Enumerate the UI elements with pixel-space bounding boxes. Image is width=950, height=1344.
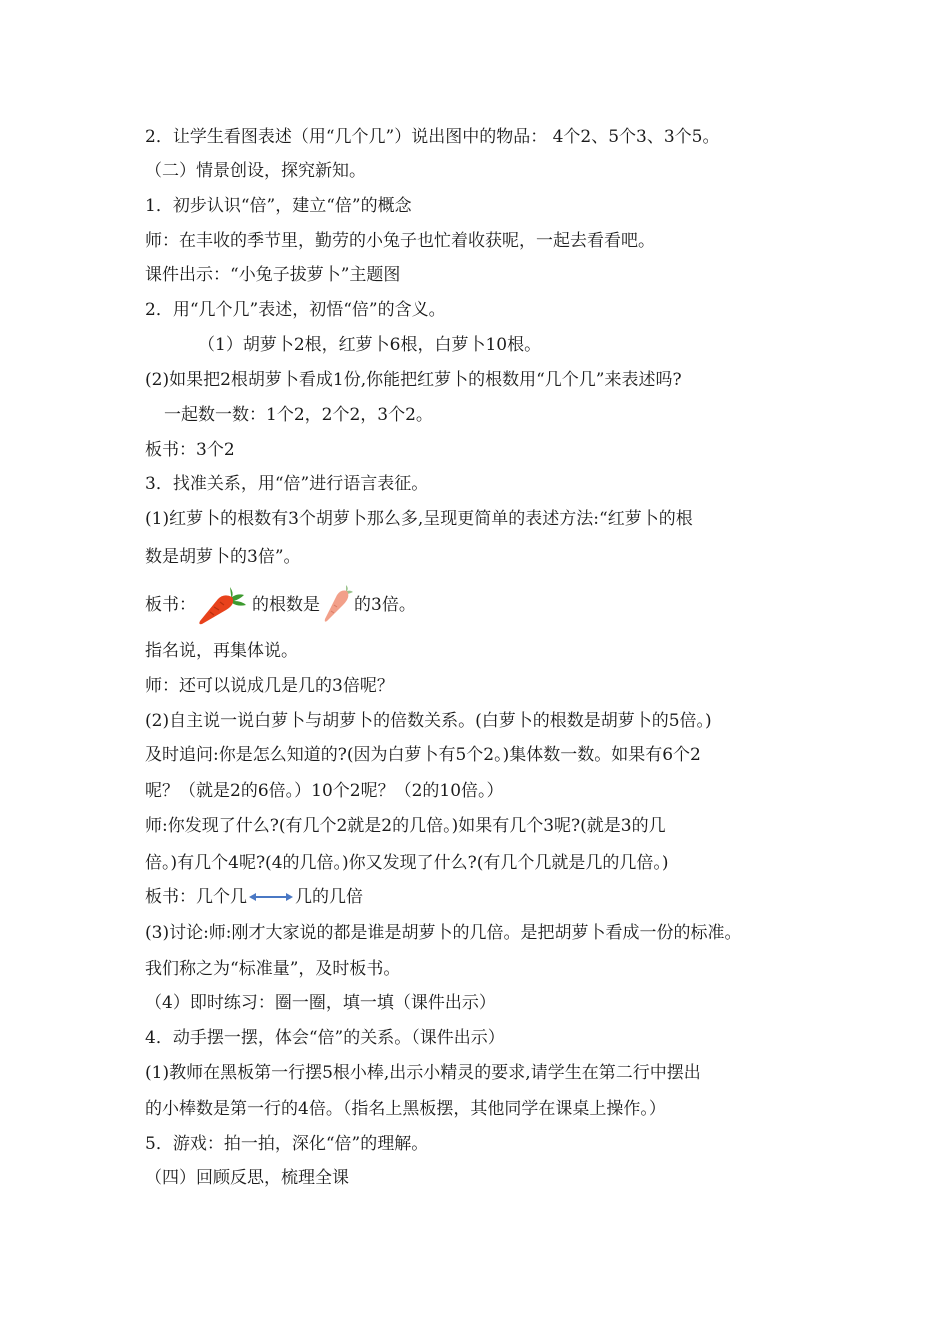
text-line: (1)教师在黑板第一行摆5根小棒,出示小精灵的要求,请学生在第二行中摆出	[145, 1063, 701, 1083]
text-line: 的小棒数是第一行的4倍。（指名上黑板摆，其他同学在课桌上操作。）	[145, 1099, 666, 1119]
text-line: (3)讨论:师:刚才大家说的都是谁是胡萝卜的几倍。是把胡萝卜看成一份的标准。	[145, 923, 742, 943]
double-arrow-icon	[248, 887, 294, 909]
board-note-carrots	[145, 583, 416, 627]
board-label: 板书：几个几	[145, 887, 247, 907]
board-text: 的3倍。	[354, 595, 416, 615]
text-line: (1)红萝卜的根数有3个胡萝卜那么多,呈现更简单的表述方法:“红萝卜的根	[145, 509, 693, 529]
board-note-arrow	[145, 886, 363, 909]
section-heading: （二）情景创设，探究新知。	[145, 161, 366, 181]
board-text: 的根数是	[252, 595, 320, 615]
text-line: 2．让学生看图表述（用“几个几”）说出图中的物品： 4个2、5个3、3个5。	[145, 127, 720, 147]
text-line: 倍。)有几个4呢?(4的几倍。)你又发现了什么?(有几个几就是几的几倍。)	[145, 853, 669, 873]
text-line: 我们称之为“标准量”，及时板书。	[145, 959, 401, 979]
text-line: 一起数一数：1个2，2个2，3个2。	[164, 405, 433, 425]
text-line: (2)如果把2根胡萝卜看成1份,你能把红萝卜的根数用“几个几”来表述吗?	[145, 370, 682, 390]
text-line: 5．游戏：拍一拍，深化“倍”的理解。	[145, 1134, 429, 1154]
pale-carrot-icon	[320, 583, 354, 627]
text-line: 师：在丰收的季节里，勤劳的小兔子也忙着收获呢，一起去看看吧。	[145, 231, 655, 251]
red-carrot-icon	[196, 583, 252, 627]
text-line: 课件出示：“小兔子拔萝卜”主题图	[145, 265, 401, 285]
board-label: 板书：	[145, 595, 196, 615]
text-line: 数是胡萝卜的3倍”。	[145, 547, 301, 567]
board-text: 几的几倍	[295, 887, 363, 907]
text-line: (2)自主说一说白萝卜与胡萝卜的倍数关系。(白萝卜的根数是胡萝卜的5倍。)	[145, 711, 712, 731]
text-line: 师:你发现了什么?(有几个2就是2的几倍。)如果有几个3呢?(就是3的几	[145, 816, 666, 836]
text-line: 2．用“几个几”表述，初悟“倍”的含义。	[145, 300, 446, 320]
text-line: （1）胡萝卜2根，红萝卜6根，白萝卜10根。	[198, 335, 542, 355]
text-line: （4）即时练习：圈一圈，填一填（课件出示）	[145, 993, 496, 1013]
text-line: 1．初步认识“倍”，建立“倍”的概念	[145, 196, 412, 216]
text-line: 3．找准关系，用“倍”进行语言表征。	[145, 474, 429, 494]
section-heading: （四）回顾反思，梳理全课	[145, 1168, 349, 1188]
text-line: 呢？（就是2的6倍。）10个2呢？（2的10倍。）	[145, 781, 504, 801]
board-note: 板书：3个2	[145, 440, 235, 460]
text-line: 师：还可以说成几是几的3倍呢？	[145, 676, 394, 696]
text-line: 4．动手摆一摆，体会“倍”的关系。（课件出示）	[145, 1028, 505, 1048]
text-line: 指名说，再集体说。	[145, 641, 298, 661]
text-line: 及时追问:你是怎么知道的?(因为白萝卜有5个2。)集体数一数。如果有6个2	[145, 745, 701, 765]
